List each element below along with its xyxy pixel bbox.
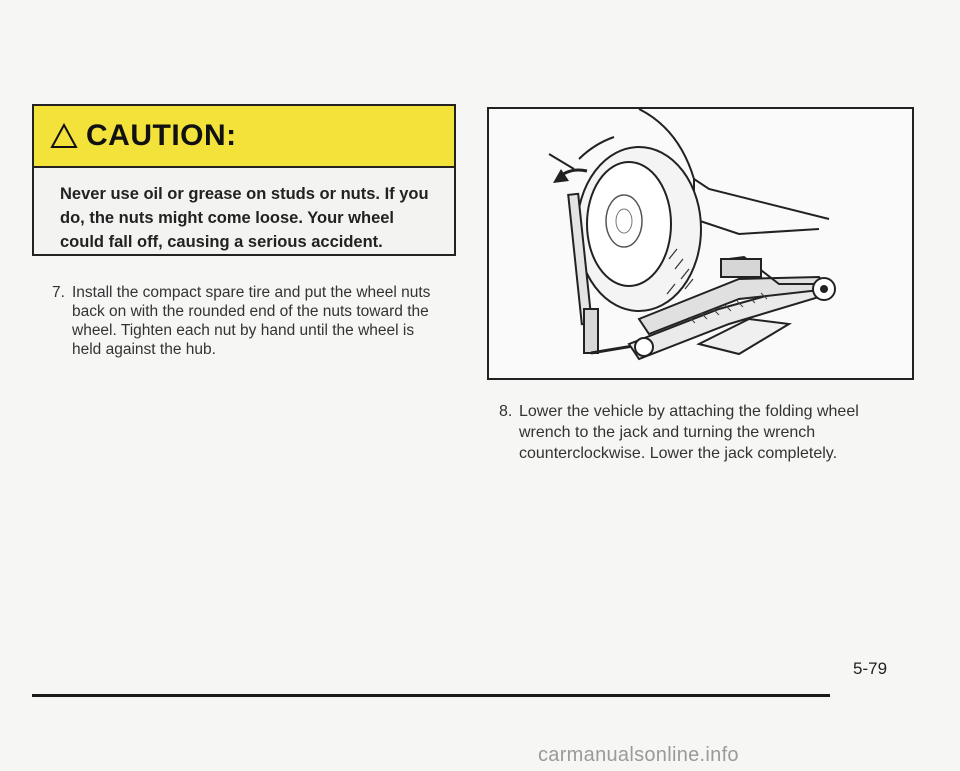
jack-lowering-illustration (487, 107, 914, 380)
caution-header (34, 106, 454, 168)
step-text: Install the compact spare tire and put the wheel nuts back on with the rounded end of the nuts toward the wheel. Tighten each nut by hand until the wheel is held against the hub. (72, 284, 431, 358)
caution-title: CAUTION: (86, 119, 237, 152)
watermark-text: carmanualsonline.info (538, 744, 739, 766)
warning-triangle-icon (50, 123, 78, 149)
step-number: 8. (499, 403, 513, 420)
step-7 (52, 283, 440, 359)
step-text: Lower the vehicle by attaching the folding wheel wrench to the jack and turning the wrench counterclockwise. Lower the jack completely. (519, 403, 859, 462)
caution-text: Never use oil or grease on studs or nuts. If you do, the nuts might come loose. Your wheel could fall off, causing a serious accident. (60, 185, 429, 251)
step-number: 7. (52, 284, 65, 301)
step-8 (499, 401, 899, 464)
page-number: 5-79 (853, 659, 888, 678)
footer-rule (32, 694, 830, 697)
caution-box (32, 104, 456, 256)
tire-and-jack-drawing (489, 109, 912, 378)
